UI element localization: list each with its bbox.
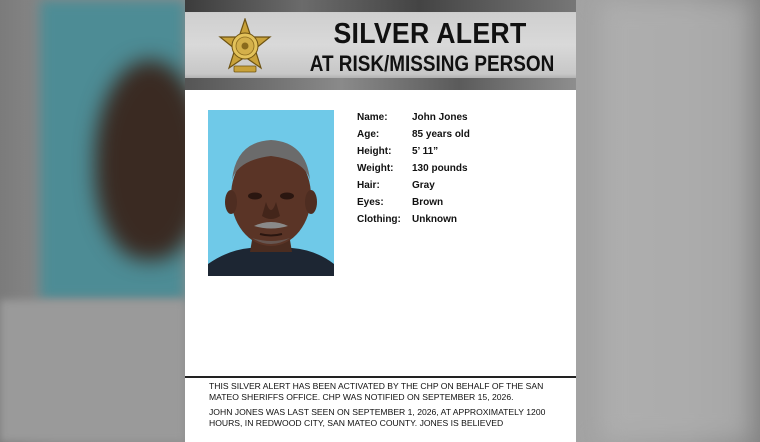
alert-banner (185, 0, 576, 90)
detail-label: Clothing: (357, 214, 401, 225)
alert-title: SILVER ALERT (333, 18, 527, 50)
chp-star-badge-icon (217, 18, 273, 76)
detail-row-eyes (357, 194, 567, 211)
background-left-bottom (0, 300, 185, 442)
detail-row-name (357, 109, 567, 126)
detail-value: Unknown (412, 214, 457, 225)
detail-row-age (357, 126, 567, 143)
narrative-paragraph-1: THIS SILVER ALERT HAS BEEN ACTIVATED BY THE CHP ON BEHALF OF THE SAN MATEO SHERIFFS OFFICE. CHP WAS NOTIFIED ON SEPTEMBER 15, 2026. (209, 381, 544, 402)
portrait-illustration (208, 110, 334, 276)
detail-value: 130 pounds (412, 163, 468, 174)
detail-value: 5’ 11” (412, 146, 439, 157)
narrative-paragraph-2: JOHN JONES WAS LAST SEEN ON SEPTEMBER 1, 2026, AT APPROXIMATELY 1200 HOURS, IN REDWOOD CITY, SAN MATEO COUNTY. JONES IS BELIEVED (209, 407, 546, 428)
section-divider (185, 376, 576, 378)
banner-top-strip (185, 0, 576, 12)
person-details (357, 109, 567, 228)
silver-alert-flyer (185, 0, 576, 442)
detail-value: 85 years old (412, 129, 470, 140)
background-right-blur (600, 0, 750, 442)
detail-row-height (357, 143, 567, 160)
detail-label: Weight: (357, 163, 394, 174)
detail-value: Brown (412, 197, 444, 208)
detail-row-hair (357, 177, 567, 194)
detail-value: John Jones (412, 112, 468, 123)
detail-label: Eyes: (357, 197, 384, 208)
detail-label: Height: (357, 146, 392, 157)
alert-subtitle: AT RISK/MISSING PERSON (309, 51, 555, 76)
detail-row-weight (357, 160, 567, 177)
banner-bottom-strip (185, 78, 576, 90)
detail-label: Name: (357, 112, 388, 123)
alert-narrative (209, 381, 555, 433)
detail-value: Gray (412, 180, 435, 191)
detail-label: Age: (357, 129, 380, 140)
detail-label: Hair: (357, 180, 380, 191)
missing-person-photo (208, 110, 334, 276)
detail-row-clothing (357, 211, 567, 228)
